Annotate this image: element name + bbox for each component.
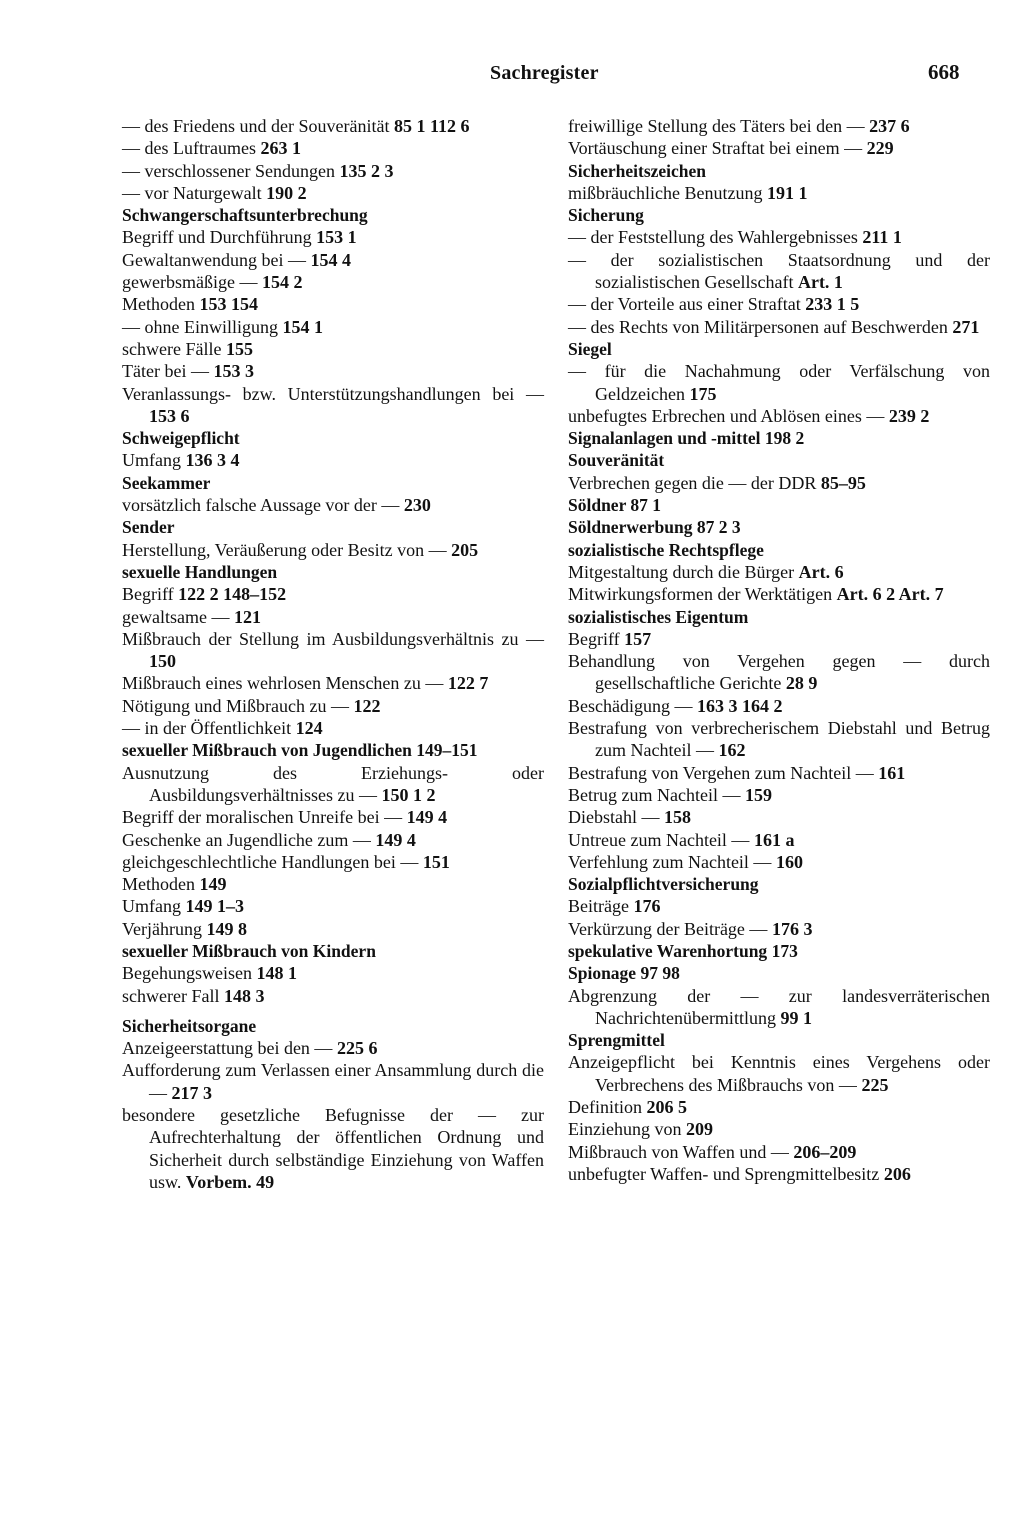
entry-reference: 160: [775, 851, 803, 872]
index-entry: [122, 695, 544, 717]
entry-text: Mitgestaltung durch die Bürger: [568, 561, 799, 582]
index-entry: [122, 1059, 544, 1104]
entry-reference: 136 3 4: [185, 450, 240, 471]
entry-reference: 237 6: [869, 116, 910, 136]
entry-reference: 87 1: [630, 495, 662, 516]
entry-reference: 206–209: [793, 1141, 857, 1162]
entry-text: sozialistisches Eigentum: [568, 606, 749, 627]
index-entry: [568, 115, 990, 137]
index-heading: [568, 160, 990, 182]
index-entry: [122, 672, 544, 694]
entry-text: Begriff: [568, 628, 625, 649]
entry-reference: 149–151: [416, 740, 478, 761]
entry-text: sexueller Mißbrauch von Kindern: [122, 940, 376, 961]
entry-text: Mißbrauch von Waffen und —: [568, 1141, 794, 1162]
entry-text: Begehungsweisen: [122, 963, 257, 984]
index-entry: [568, 182, 990, 204]
entry-text: Aufforderung zum Verlassen einer Ansammlung durch die —: [122, 1060, 544, 1103]
entry-text: Bestrafung von Vergehen zum Nachteil —: [568, 762, 879, 783]
index-entry: [122, 962, 544, 984]
index-heading: [568, 516, 990, 538]
entry-reference: 198 2: [764, 428, 805, 449]
entry-reference: 157: [624, 628, 652, 649]
entry-text: schwerer Fall: [122, 985, 224, 1006]
entry-text: — in der Öffentlichkeit: [122, 718, 296, 739]
entry-reference: 154 2: [261, 272, 303, 293]
index-entry: [122, 115, 544, 137]
index-entry: [568, 1051, 990, 1096]
entry-reference: 122 7: [447, 673, 489, 694]
entry-reference: 225 6: [336, 1038, 378, 1059]
index-entry: [568, 985, 990, 1030]
entry-text: Täter bei —: [122, 361, 214, 382]
entry-text: Verbrechen gegen die — der DDR: [568, 472, 821, 493]
index-heading: [568, 1029, 990, 1051]
entry-reference: Art. 1: [797, 272, 843, 293]
entry-text: Verfehlung zum Nachteil —: [568, 851, 776, 872]
index-heading: [568, 962, 990, 984]
entry-text: gleichgeschlechtliche Handlungen bei —: [122, 851, 423, 872]
entry-text: Signalanlagen und -mittel: [568, 428, 765, 449]
entry-text: — vor Naturgewalt: [122, 182, 267, 203]
entry-text: Betrug zum Nachteil —: [568, 784, 745, 805]
index-heading: [568, 494, 990, 516]
entry-text: Bestrafung von verbrecherischem Diebstahl und Betrug zum Nachteil —: [568, 718, 990, 761]
index-entry: [568, 583, 990, 605]
index-entry: [122, 606, 544, 628]
index-entry: [568, 1141, 990, 1163]
entry-text: Sprengmittel: [568, 1030, 665, 1051]
entry-text: sozialistische Rechtspflege: [568, 539, 764, 560]
entry-reference: 153 3: [213, 361, 254, 382]
entry-text: gewaltsame —: [122, 606, 234, 627]
entry-text: Methoden: [122, 294, 200, 315]
index-heading: [568, 449, 990, 471]
entry-reference: 87 2 3: [696, 517, 741, 538]
index-entry: [568, 717, 990, 762]
entry-reference: Art. 6 2 Art. 7: [836, 584, 944, 605]
index-entry: [568, 895, 990, 917]
entry-text: freiwillige Stellung des Täters bei den —: [568, 116, 870, 136]
entry-reference: 149 4: [375, 829, 416, 850]
entry-text: Abgrenzung der — zur landesverräterischen Nachrichtenübermittlung: [568, 985, 990, 1028]
entry-reference: 149 1–3: [185, 896, 244, 917]
index-heading: [568, 873, 990, 895]
index-entry: [568, 226, 990, 248]
entry-reference: 158: [664, 807, 691, 828]
entry-reference: 148 1: [256, 963, 297, 984]
left-column: [122, 115, 544, 1193]
index-entry: [568, 472, 990, 494]
entry-text: Methoden: [122, 874, 200, 895]
entry-reference: 173: [771, 940, 798, 961]
index-entry: [122, 829, 544, 851]
entry-text: Geschenke an Jugendliche zum —: [122, 829, 376, 850]
index-entry: [122, 873, 544, 895]
entry-reference: 239 2: [888, 405, 930, 426]
entry-reference: 263 1: [260, 138, 301, 159]
entry-text: mißbräuchliche Benutzung: [568, 182, 767, 203]
entry-reference: 175: [689, 383, 717, 404]
entry-reference: 155: [225, 338, 253, 359]
index-entry: [122, 628, 544, 673]
entry-reference: Art. 6: [798, 561, 844, 582]
entry-reference: 229: [866, 138, 894, 159]
index-entry: [122, 293, 544, 315]
index-heading: [122, 739, 544, 761]
index-entry: [122, 985, 544, 1007]
index-entry: [122, 583, 544, 605]
index-entry: [568, 561, 990, 583]
index-heading: [568, 940, 990, 962]
index-entry: [122, 1037, 544, 1059]
entry-reference: 149 4: [406, 807, 448, 828]
entry-reference: 121: [233, 606, 261, 627]
entry-reference: 230: [403, 495, 431, 516]
entry-reference: 206 5: [646, 1097, 687, 1118]
index-entry: [122, 918, 544, 940]
entry-reference: Vorbem. 49: [185, 1171, 275, 1192]
entry-reference: 217 3: [171, 1082, 212, 1103]
entry-text: Seekammer: [122, 472, 211, 493]
entry-text: Sicherung: [568, 205, 644, 226]
index-entry: [122, 316, 544, 338]
entry-reference: 150: [149, 651, 176, 672]
right-column: [568, 115, 990, 1185]
index-entry: [122, 137, 544, 159]
entry-text: — des Luftraumes: [122, 138, 261, 159]
entry-text: Vortäuschung einer Straftat bei einem —: [568, 138, 867, 159]
entry-text: Definition: [568, 1097, 647, 1118]
entry-reference: 85 1 112 6: [393, 116, 470, 136]
entry-text: — ohne Einwilligung: [122, 316, 283, 337]
entry-reference: 122: [353, 695, 381, 716]
entry-text: Mißbrauch der Stellung im Ausbildungsverhältnis zu —: [122, 628, 544, 649]
entry-text: Untreue zum Nachteil —: [568, 829, 754, 850]
entry-reference: 154 4: [310, 249, 351, 270]
entry-reference: 122 2 148–152: [178, 584, 287, 605]
entry-reference: 191 1: [766, 182, 808, 203]
entry-text: Beschädigung —: [568, 695, 697, 716]
index-entry: [568, 316, 990, 338]
index-entry: [122, 851, 544, 873]
entry-text: — für die Nachahmung oder Verfälschung von Geldzeichen: [568, 361, 990, 404]
index-entry: [122, 1104, 544, 1193]
index-heading: [568, 204, 990, 226]
entry-reference: 206: [883, 1163, 911, 1184]
index-entry: [568, 851, 990, 873]
entry-reference: 159: [744, 784, 772, 805]
index-heading: [122, 427, 544, 449]
index-entry: [122, 494, 544, 516]
entry-text: Verkürzung der Beiträge —: [568, 918, 772, 939]
index-entry: [568, 695, 990, 717]
entry-text: Begriff und Durchführung: [122, 227, 317, 248]
entry-reference: 162: [718, 740, 746, 761]
entry-reference: 205: [451, 539, 479, 560]
index-entry: [568, 293, 990, 315]
entry-reference: 149: [199, 874, 227, 895]
entry-reference: 211 1: [862, 227, 902, 248]
index-entry: [568, 918, 990, 940]
index-heading: [122, 1015, 544, 1037]
entry-reference: 149 8: [206, 918, 247, 939]
entry-reference: 153 6: [149, 405, 190, 426]
index-entry: [122, 806, 544, 828]
entry-reference: 153 1: [316, 227, 357, 248]
index-entry: [568, 137, 990, 159]
index-heading: [122, 940, 544, 962]
entry-reference: 148 3: [223, 985, 265, 1006]
entry-reference: 135 2 3: [339, 160, 394, 181]
entry-text: Einziehung von: [568, 1119, 686, 1140]
entry-text: Sozialpflichtversicherung: [568, 874, 759, 895]
entry-reference: 209: [685, 1119, 713, 1140]
index-entry: [122, 449, 544, 471]
entry-reference: 154 1: [282, 316, 323, 337]
entry-reference: 153 154: [199, 294, 258, 315]
entry-text: Söldnerwerbung: [568, 517, 697, 538]
index-entry: [122, 182, 544, 204]
entry-text: Umfang: [122, 896, 186, 917]
entry-reference: 99 1: [780, 1007, 812, 1028]
index-heading: [568, 539, 990, 561]
entry-reference: 161 a: [753, 829, 795, 850]
index-heading: [122, 204, 544, 226]
entry-reference: 150 1 2: [381, 784, 436, 805]
index-entry: [568, 806, 990, 828]
index-entry: [122, 895, 544, 917]
entry-text: — der Vorteile aus einer Straftat: [568, 294, 806, 315]
index-heading: [122, 516, 544, 538]
index-entry: [122, 160, 544, 182]
entry-reference: 271: [952, 316, 980, 337]
entry-text: Herstellung, Veräußerung oder Besitz von —: [122, 539, 452, 560]
index-entry: [568, 784, 990, 806]
entry-text: Mißbrauch eines wehrlosen Menschen zu —: [122, 673, 448, 694]
entry-text: Anzeigepflicht bei Kenntnis eines Vergehens oder Verbrechens des Mißbrauchs von —: [568, 1052, 990, 1095]
index-entry: [568, 829, 990, 851]
entry-reference: 97 98: [640, 963, 680, 984]
index-entry: [122, 226, 544, 248]
entry-text: Umfang: [122, 450, 186, 471]
entry-text: besondere gesetzliche Befugnisse der — zur Aufrechterhaltung der öffentlichen Ordnung und Sicherheit durch selbständige Einziehung von Waffen usw.: [122, 1105, 544, 1192]
index-heading: [568, 427, 990, 449]
index-entry: [568, 1163, 990, 1185]
entry-text: Begriff der moralischen Unreife bei —: [122, 807, 407, 828]
index-entry: [568, 360, 990, 405]
entry-text: sexuelle Handlungen: [122, 561, 278, 582]
index-entry: [568, 249, 990, 294]
index-entry: [568, 628, 990, 650]
running-title: Sachregister: [490, 62, 599, 84]
index-entry: [568, 1096, 990, 1118]
entry-text: unbefugter Waffen- und Sprengmittelbesitz: [568, 1163, 884, 1184]
index-entry: [122, 383, 544, 428]
entry-text: Schwangerschaftsunterbrechung: [122, 205, 368, 226]
index-entry: [122, 539, 544, 561]
index-entry: [568, 405, 990, 427]
entry-text: Beiträge: [568, 896, 634, 917]
index-entry: [122, 762, 544, 807]
entry-text: Söldner: [568, 495, 631, 516]
entry-text: Sicherheitsorgane: [122, 1015, 257, 1036]
entry-text: spekulative Warenhortung: [568, 940, 772, 961]
entry-text: — verschlossener Sendungen: [122, 160, 340, 181]
entry-text: Mitwirkungsformen der Werktätigen: [568, 584, 837, 605]
index-entry: [122, 360, 544, 382]
entry-text: Behandlung von Vergehen gegen — durch gesellschaftliche Gerichte: [568, 651, 990, 694]
entry-reference: 28 9: [785, 673, 818, 694]
entry-reference: 161: [878, 762, 906, 783]
entry-reference: 225: [861, 1074, 889, 1095]
entry-text: Begriff: [122, 584, 179, 605]
index-entry: [122, 717, 544, 739]
entry-text: schwere Fälle: [122, 338, 226, 359]
index-entry: [568, 1118, 990, 1140]
entry-text: Sender: [122, 517, 175, 538]
entry-text: — der sozialistischen Staatsordnung und der sozialistischen Gesellschaft: [568, 249, 990, 293]
entry-reference: 151: [422, 851, 450, 872]
entry-text: vorsätzlich falsche Aussage vor der —: [122, 495, 404, 516]
index-heading: [568, 338, 990, 360]
entry-text: Veranlassungs- bzw. Unterstützungshandlungen bei —: [122, 383, 544, 404]
entry-text: Spionage: [568, 963, 641, 984]
entry-text: Anzeigeerstattung bei den —: [122, 1038, 337, 1059]
entry-reference: 176 3: [771, 918, 813, 939]
entry-reference: 124: [295, 718, 323, 739]
index-entry: [122, 271, 544, 293]
index-entry: [568, 762, 990, 784]
entry-text: Verjährung: [122, 918, 207, 939]
entry-text: sexueller Mißbrauch von Jugendlichen: [122, 740, 417, 761]
index-entry: [568, 650, 990, 695]
entry-reference: 163 3 164 2: [696, 695, 783, 716]
entry-reference: 233 1 5: [805, 294, 860, 315]
index-entry: [122, 249, 544, 271]
entry-reference: 176: [633, 896, 661, 917]
page-number: 668: [928, 60, 960, 84]
entry-text: Gewaltanwendung bei —: [122, 249, 311, 270]
entry-text: Siegel: [568, 338, 612, 359]
entry-text: Souveränität: [568, 450, 665, 471]
index-heading: [122, 561, 544, 583]
entry-reference: 190 2: [266, 182, 307, 203]
entry-reference: 85–95: [820, 472, 866, 493]
entry-text: Nötigung und Mißbrauch zu —: [122, 695, 354, 716]
entry-text: — des Friedens und der Souveränität: [122, 116, 394, 136]
entry-text: Diebstahl —: [568, 807, 664, 828]
index-heading: [122, 472, 544, 494]
entry-text: unbefugtes Erbrechen und Ablösen eines —: [568, 405, 889, 426]
entry-text: — der Feststellung des Wahlergebnisses: [568, 227, 863, 248]
index-entry: [122, 338, 544, 360]
entry-text: Schweigepflicht: [122, 428, 240, 449]
index-heading: [568, 606, 990, 628]
entry-text: Ausnutzung des Erziehungs- oder Ausbildungsverhältnisses zu —: [122, 762, 544, 805]
entry-text: Sicherheitszeichen: [568, 160, 707, 181]
entry-text: — des Rechts von Militärpersonen auf Beschwerden: [568, 316, 953, 337]
entry-text: gewerbsmäßige —: [122, 272, 262, 293]
